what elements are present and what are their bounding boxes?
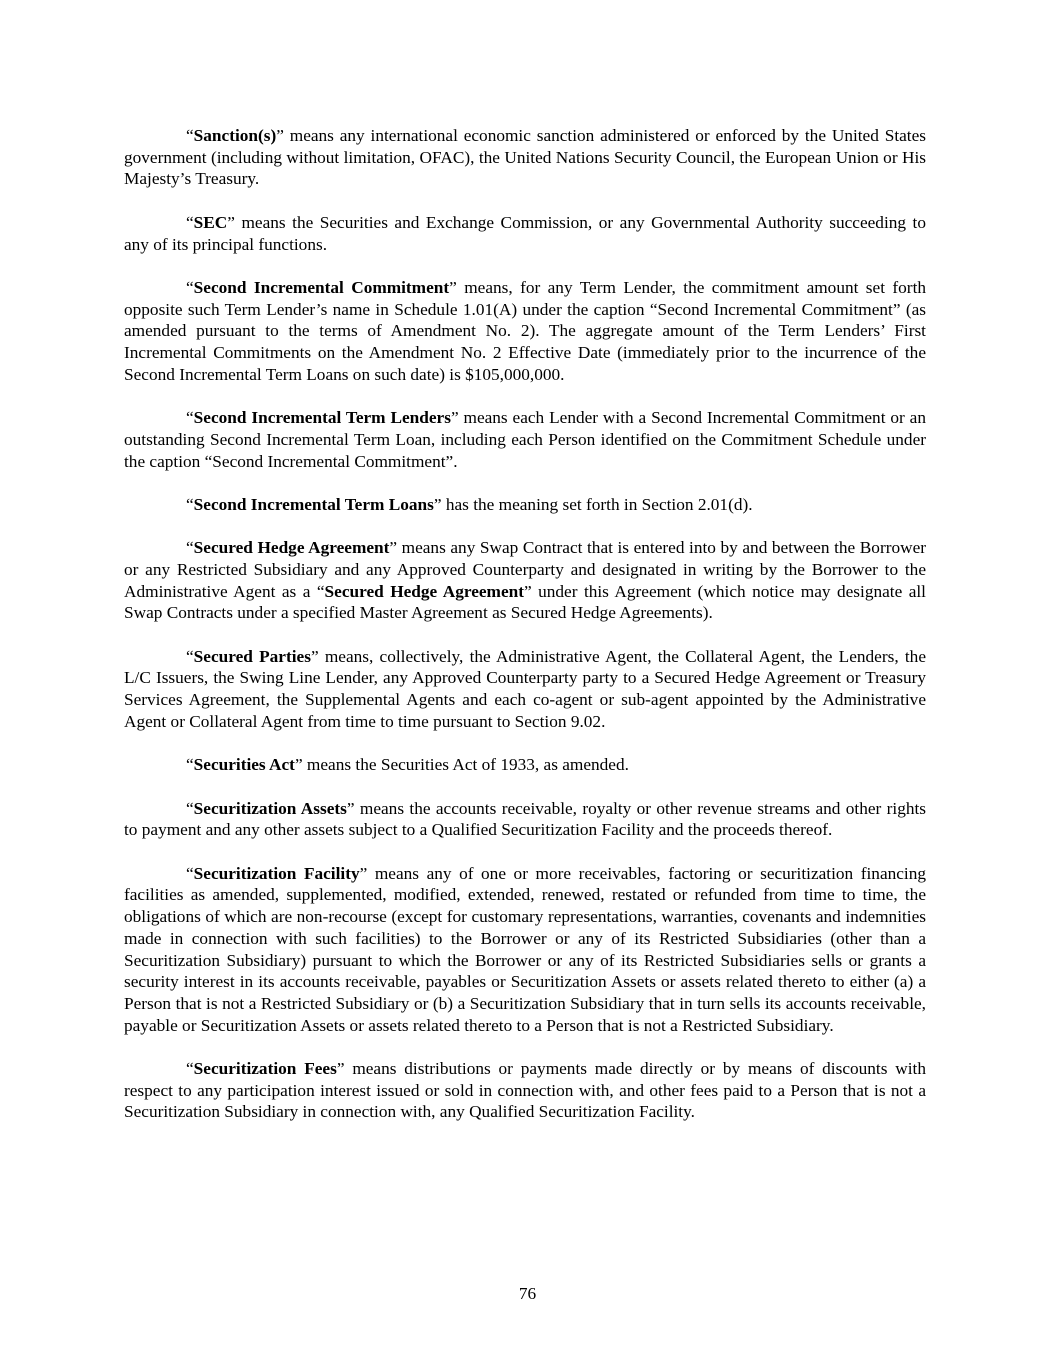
definition-paragraph	[124, 125, 926, 190]
defined-term: Securities Act	[193, 755, 295, 775]
definition-text: ” means any international economic sanction administered or enforced by the United States government (including without limitation, OFAC), the United Nations Security Council, the European Union or His Majesty’s Treasury.	[124, 126, 926, 189]
definition-paragraph	[124, 277, 926, 386]
page-number: 76	[518, 1284, 537, 1303]
definition-text: “	[186, 755, 194, 775]
defined-term: Second Incremental Term Lenders	[193, 408, 451, 428]
definition-text: ” under this Agreement (which notice may designate all Swap Contracts under a specified Master Agreement as Secured Hedge Agreements).	[124, 581, 926, 623]
defined-term: Secured Parties	[193, 646, 311, 666]
definition-paragraph	[124, 646, 926, 733]
defined-term: Secured Hedge Agreement	[193, 538, 390, 558]
definition-paragraph	[124, 1058, 926, 1123]
definition-paragraph	[124, 494, 926, 516]
definition-paragraph	[124, 407, 926, 472]
definition-text: “	[186, 277, 194, 297]
definition-text: “	[186, 408, 194, 428]
definition-text: ” means any Swap Contract that is entered into by and between the Borrower or any Restricted Subsidiary and any Approved Counterparty and designated in writing by the Borrower to the Administrative Agent as a “	[124, 538, 926, 601]
definition-text: ” means the Securities and Exchange Commission, or any Governmental Authority succeeding to any of its principal functions.	[124, 212, 926, 254]
defined-term: SEC	[193, 212, 228, 232]
definition-text: “	[186, 1059, 194, 1079]
definition-paragraph	[124, 798, 926, 841]
definition-text: ” means distributions or payments made directly or by means of discounts with respect to any participation interest issued or sold in connection with, and other fees paid to a Person that is not a Securitization Subsidiary in connection with, any Qualified Securitization Facility.	[124, 1059, 926, 1122]
defined-term: Securitization Facility	[193, 863, 360, 883]
definition-text: “	[186, 798, 194, 818]
definition-text: “	[186, 494, 194, 514]
defined-term: Securitization Fees	[193, 1059, 337, 1079]
definition-text: ” means, for any Term Lender, the commitment amount set forth opposite such Term Lender’s name in Schedule 1.01(A) under the caption “Second Incremental Commitment” (as amended pursuant to the terms of Amendment No. 2). The aggregate amount of the Term Lenders’ First Incremental Commitments on the Amendment No. 2 Effective Date (immediately prior to the incurrence of the Second Incremental Term Loans on such date) is $105,000,000.	[124, 277, 927, 384]
defined-term: Sanction(s)	[193, 126, 277, 145]
defined-term: Secured Hedge Agreement	[324, 581, 524, 601]
definition-paragraph	[124, 754, 926, 776]
defined-term: Securitization Assets	[193, 798, 347, 818]
definition-text: ” has the meaning set forth in Section 2.01(d).	[433, 494, 753, 514]
definition-text: ” means the accounts receivable, royalty or other revenue streams and other rights to payment and any other assets subject to a Qualified Securitization Facility and the proceeds thereof.	[124, 798, 927, 840]
definition-text: “	[186, 863, 194, 883]
definition-text: ” means each Lender with a Second Incremental Commitment or an outstanding Second Incremental Term Loan, including each Person identified on the Commitment Schedule under the caption “Second Incremental Commitment”.	[124, 408, 926, 471]
definition-paragraph	[124, 212, 926, 255]
definition-text: “	[186, 538, 194, 558]
defined-term: Second Incremental Commitment	[193, 277, 450, 297]
definition-paragraph	[124, 863, 926, 1037]
definition-paragraph	[124, 537, 926, 624]
definition-text: ” means, collectively, the Administrative Agent, the Collateral Agent, the Lenders, the L/C Issuers, the Swing Line Lender, any Approved Counterparty party to a Secured Hedge Agreement or Treasury Services Agreement, the Supplemental Agents and each co-agent or sub-agent appointed by the Administrative Agent or Collateral Agent from time to time pursuant to Section 9.02.	[124, 646, 926, 731]
definition-text: “	[186, 212, 194, 232]
definition-text: ” means any of one or more receivables, factoring or securitization financing facilities as amended, supplemented, modified, extended, renewed, restated or refunded from time to time, the obligations of which are non-recourse (except for customary representations, warranties, covenants and indemnities made in connection with such facilities) to the Borrower or any of its Restricted Subsidiaries (other than a Securitization Subsidiary) pursuant to which the Borrower or any of its Restricted Subsidiaries sells or grants a security interest in its accounts receivable, payables or Securitization Assets or assets related thereto to either (a) a Person that is not a Restricted Subsidiary or (b) a Securitization Subsidiary that in turn sells its accounts receivable, payable or Securitization Assets or assets related thereto to a Person that is not a Restricted Subsidiary.	[124, 863, 927, 1035]
defined-term: Second Incremental Term Loans	[193, 494, 434, 514]
document-body	[124, 125, 926, 1145]
definition-text: “	[186, 646, 194, 666]
definition-text: “	[186, 126, 194, 145]
definition-text: ” means the Securities Act of 1933, as amended.	[294, 755, 629, 775]
